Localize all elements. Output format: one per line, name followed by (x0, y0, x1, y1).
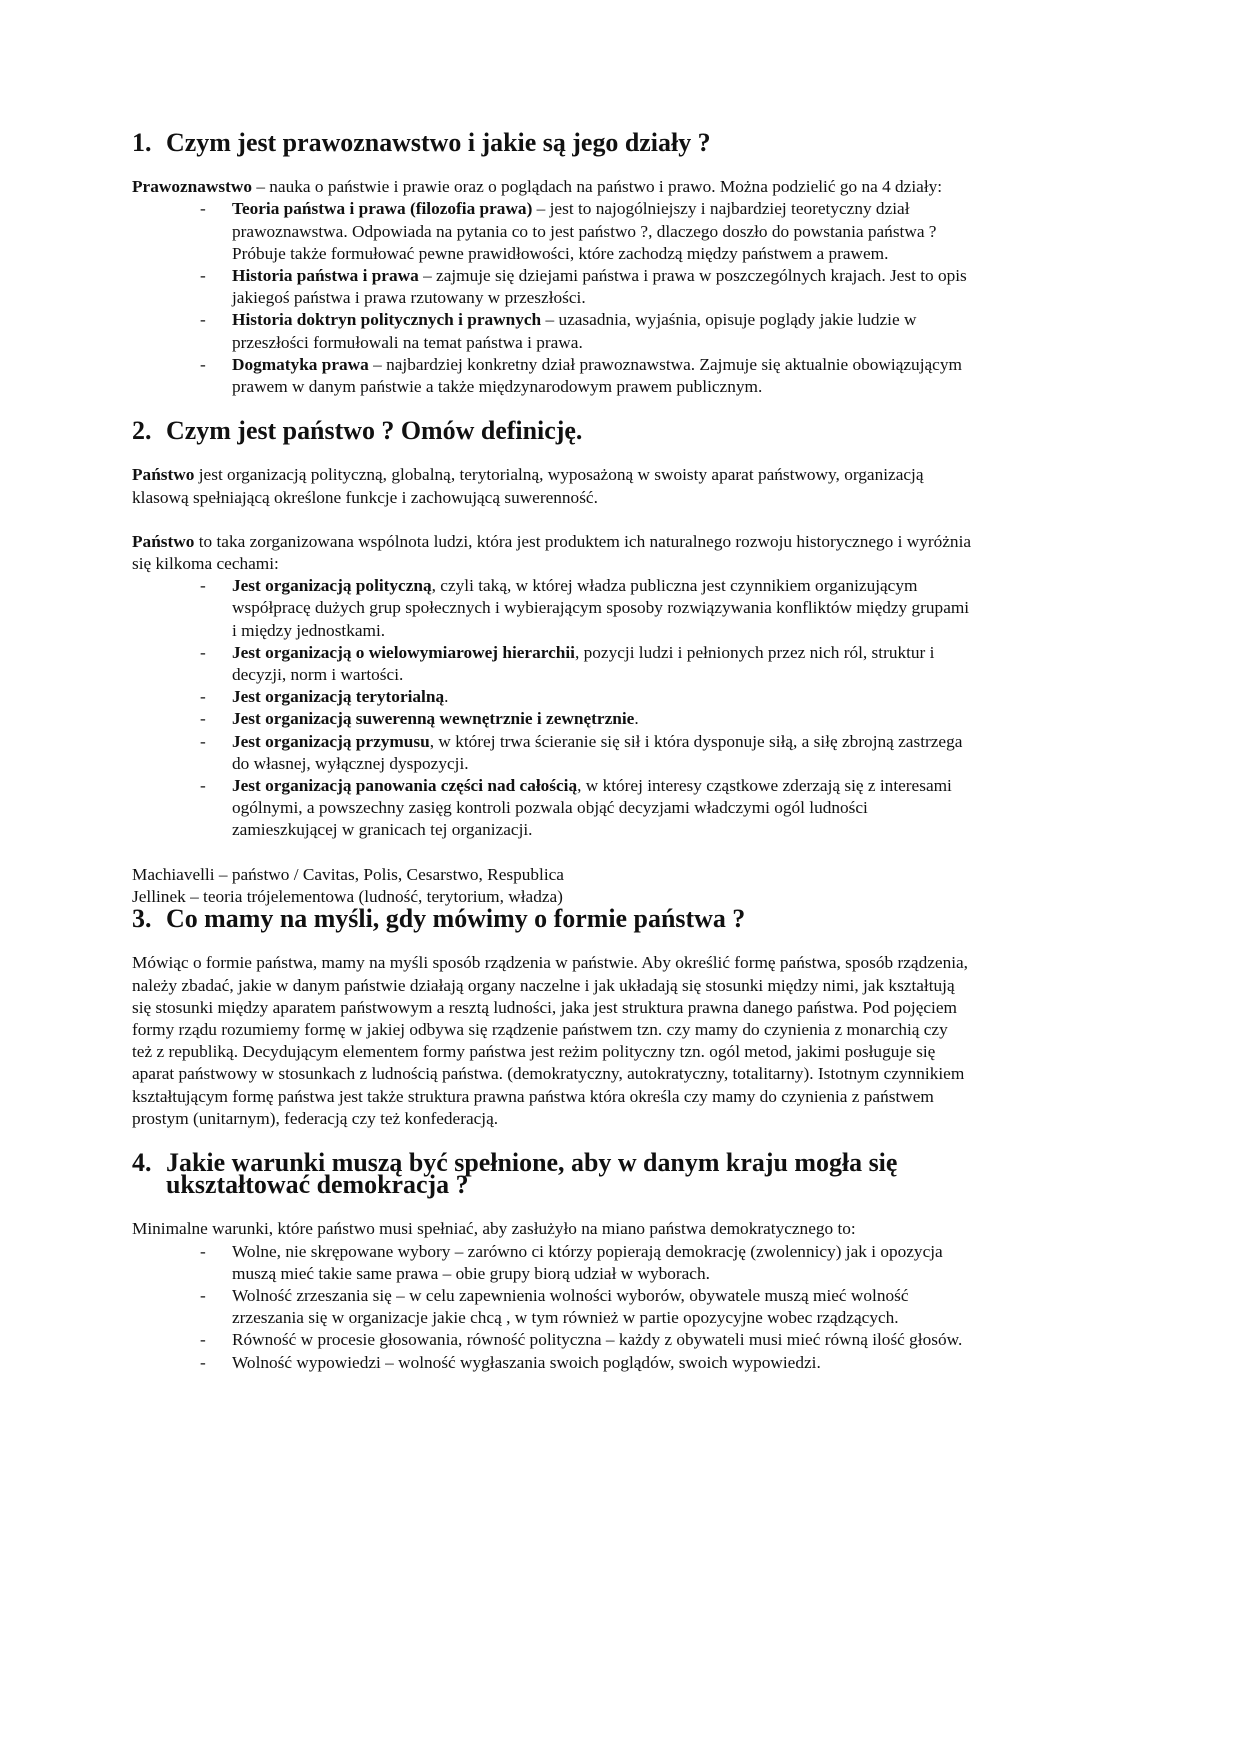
item-text: , czyli taką, w której władza publiczna jest czynnikiem organizującym współpracę dużych grup społecznych i wybierającym sposoby rozwiązywania konfliktów między grupami i między jednostkami. (232, 576, 970, 640)
item-term: Jest organizacją o wielowymiarowej hierarchii (232, 642, 575, 662)
heading-number: 4. (132, 1147, 152, 1177)
section-2-paragraph-2 (132, 531, 972, 575)
item-text: – uzasadnia, wyjaśnia, opisuje poglądy jakie ludzie w przeszłości formułowali na temat państwa i prawa. (232, 310, 917, 352)
section-4-heading (132, 1147, 972, 1200)
heading-title: Czym jest państwo ? Omów definicję. (166, 416, 583, 446)
item-text: , w której trwa ścieranie się sił i która dysponuje siłą, a siłę zbrojną zastrzega do własnej, wyłącznej dyspozycji. (232, 731, 963, 773)
dash-bullet-icon: - (200, 266, 206, 286)
dash-bullet-icon: - (200, 1241, 206, 1261)
section-1-paragraph (132, 176, 972, 198)
dash-bullet-icon: - (200, 687, 206, 707)
list-item (132, 731, 972, 775)
dash-bullet-icon: - (200, 642, 206, 662)
item-text: . (444, 687, 449, 707)
dash-bullet-icon: - (200, 1285, 206, 1305)
list-item (132, 1285, 972, 1329)
item-text: Równość w procesie głosowania, równość polityczna – każdy z obywateli musi mieć równą ilość głosów. (232, 1330, 963, 1350)
dash-bullet-icon: - (200, 1352, 206, 1372)
section-2-list (132, 575, 972, 841)
heading-number: 1. (132, 128, 152, 157)
term: Prawoznawstwo (132, 177, 252, 197)
dash-bullet-icon: - (200, 576, 206, 596)
list-item (132, 198, 972, 265)
list-item (132, 354, 972, 398)
term: Państwo (132, 531, 195, 551)
list-item (132, 575, 972, 642)
item-term: Jest organizacją polityczną (232, 576, 432, 596)
section-1-heading (132, 128, 972, 157)
item-text: Wolność zrzeszania się – w celu zapewnienia wolności wyborów, obywatele muszą mieć wolność zrzeszania się w organizacje jakie chcą , w tym również w partie opozycyjne wobec rządzących. (232, 1285, 909, 1328)
list-item (132, 686, 972, 708)
note-machiavelli: Machiavelli – państwo / Cavitas, Polis, Cesarstwo, Respublica (132, 864, 564, 884)
item-term: Jest organizacją przymusu (232, 731, 430, 751)
item-text: , pozycji ludzi i pełnionych przez nich ról, struktur i decyzji, norm i wartości. (232, 642, 935, 685)
list-item (132, 265, 972, 309)
note-jellinek: Jellinek – teoria trójelementowa (ludność, terytorium, władza) (132, 886, 563, 906)
list-item (132, 309, 972, 353)
list-item (132, 708, 972, 730)
item-text: Wolne, nie skrępowane wybory – zarówno ci którzy popierają demokrację (zwolennicy) jak i opozycja muszą mieć takie same prawa – obie grupy biorą udział w wyborach. (232, 1241, 943, 1283)
section-1-list (132, 198, 972, 398)
definition: – nauka o państwie i prawie oraz o poglądach na państwo i prawo. Można podzielić go na 4 działy: (252, 177, 943, 197)
item-term: Jest organizacją suwerenną wewnętrznie i zewnętrznie (232, 709, 635, 729)
section-3-heading (132, 904, 972, 934)
dash-bullet-icon: - (200, 731, 206, 751)
item-text: . (634, 709, 639, 729)
section-4-list (132, 1241, 972, 1374)
heading-number: 2. (132, 416, 152, 446)
dash-bullet-icon: - (200, 354, 206, 374)
item-text: – jest to najogólniejszy i najbardziej teoretyczny dział prawoznawstwa. Odpowiada na pytania co to jest państwo ?, dlaczego doszło do powstania państwa ? Próbuje także formułować pewne prawidłowości, które zachodzą między państwem a prawem. (232, 199, 937, 263)
item-term: Teoria państwa i prawa (filozofia prawa) (232, 199, 533, 219)
item-text: – zajmuje się dziejami państwa i prawa w poszczególnych krajach. Jest to opis jakiegoś państwa i prawa rzutowany w przeszłości. (232, 266, 967, 308)
section-3-paragraph: Mówiąc o formie państwa, mamy na myśli sposób rządzenia w państwie. Aby określić formę państwa, sposób rządzenia, należy zbadać, jakie w danym państwie działają organy naczelne i jak układają się stosunki między nimi, jak kształtują się stosunki między aparatem państwowym a resztą ludności, jaka jest struktura prawna danego państwa. Pod pojęciem formy rządu rozumiemy formę w jakiej odbywa się rządzenie państwem tzn. czy mamy do czynienia z monarchią czy też z republiką. Decydującym elementem formy państwa jest reżim polityczny tzn. ogól metod, jakimi posługuje się aparat państwowy w stosunkach z ludnością państwa. (demokratyczny, autokratyczny, totalitarny). Istotnym czynnikiem kształtującym formę państwa jest także struktura prawna państwa która określa czy mamy do czynienia z państwem prostym (unitarnym), federacją czy też konfederacją. (132, 953, 968, 1128)
item-text: – najbardziej konkretny dział prawoznawstwa. Zajmuje się aktualnie obowiązującym prawem w danym państwie a także międzynarodowym prawem publicznym. (232, 354, 962, 397)
item-term: Dogmatyka prawa (232, 354, 369, 374)
term: Państwo (132, 465, 195, 485)
dash-bullet-icon: - (200, 776, 206, 796)
section-2-heading (132, 416, 972, 446)
item-term: Jest organizacją terytorialną (232, 687, 445, 707)
document-page (132, 128, 972, 1374)
item-text: Wolność wypowiedzi – wolność wygłaszania swoich poglądów, swoich wypowiedzi. (232, 1352, 821, 1372)
section-2-paragraph-1 (132, 464, 972, 508)
item-term: Jest organizacją panowania części nad całością (232, 776, 578, 796)
item-term: Historia państwa i prawa (232, 266, 419, 286)
list-item (132, 1329, 972, 1351)
list-item (132, 1241, 972, 1285)
heading-title: Jakie warunki muszą być spełnione, aby w danym kraju mogła się ukształtować demokracja ? (166, 1147, 898, 1200)
heading-title: Co mamy na myśli, gdy mówimy o formie państwa ? (166, 904, 746, 934)
heading-number: 3. (132, 904, 152, 934)
list-item (132, 642, 972, 686)
item-text: , w której interesy cząstkowe zderzają się z interesami ogólnymi, a powszechny zasięg kontroli pozwala objąć decyzjami władczymi ogól ludności zamieszkującej w granicach tej organizacji. (232, 776, 952, 840)
list-item (132, 1352, 972, 1374)
dash-bullet-icon: - (200, 199, 206, 219)
dash-bullet-icon: - (200, 709, 206, 729)
heading-title: Czym jest prawoznawstwo i jakie są jego działy ? (166, 128, 711, 157)
definition: jest organizacją polityczną, globalną, terytorialną, wyposażoną w swoisty aparat państwowy, organizacją klasową spełniającą określone funkcje i zachowującą suwerenność. (132, 465, 924, 507)
dash-bullet-icon: - (200, 1330, 206, 1350)
item-term: Historia doktryn politycznych i prawnych (232, 310, 542, 330)
section-4-paragraph: Minimalne warunki, które państwo musi spełniać, aby zasłużyło na miano państwa demokratycznego to: (132, 1219, 856, 1239)
list-item (132, 775, 972, 842)
dash-bullet-icon: - (200, 310, 206, 330)
definition: to taka zorganizowana wspólnota ludzi, która jest produktem ich naturalnego rozwoju historycznego i wyróżnia się kilkoma cechami: (132, 531, 972, 574)
